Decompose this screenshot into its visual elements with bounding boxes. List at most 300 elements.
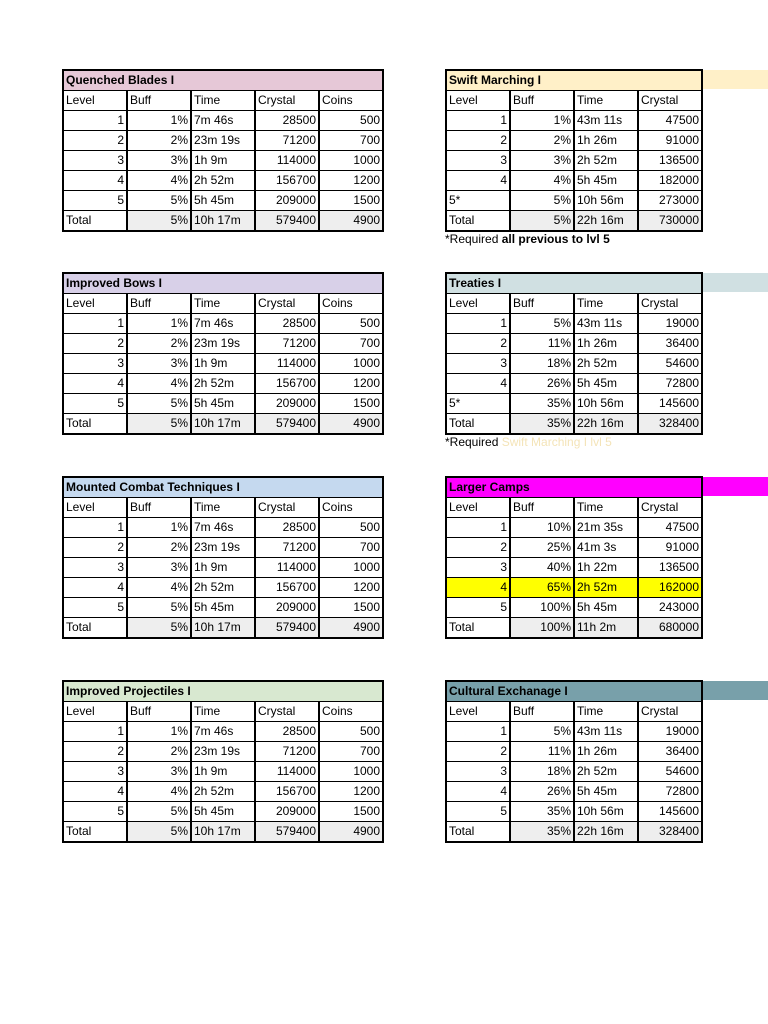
column-header: Coins <box>319 498 383 518</box>
table-cell: 4% <box>127 782 191 802</box>
table-cell: 2h 52m <box>574 151 638 171</box>
table-row <box>446 151 702 171</box>
table-cell: 2% <box>127 742 191 762</box>
table-title: Treaties I <box>446 273 702 294</box>
total-row <box>446 211 702 232</box>
total-row <box>63 822 383 843</box>
table-cell: 700 <box>319 742 383 762</box>
table-cell: 156700 <box>255 171 319 191</box>
table-cell: 136500 <box>638 151 702 171</box>
column-header: Crystal <box>638 702 702 722</box>
table-cell: 41m 3s <box>574 538 638 558</box>
table-cell: 1200 <box>319 578 383 598</box>
table-cell: 2 <box>63 131 127 151</box>
table-row <box>63 598 383 618</box>
table-cell: 10% <box>510 518 574 538</box>
table-row <box>63 111 383 131</box>
table-cell: 2 <box>63 742 127 762</box>
table-row <box>63 558 383 578</box>
total-cell: 35% <box>510 414 574 435</box>
table-cell: 28500 <box>255 518 319 538</box>
table-cell: 2h 52m <box>191 374 255 394</box>
larger-camps-table <box>445 476 703 639</box>
column-header: Time <box>191 294 255 314</box>
total-cell: 328400 <box>638 414 702 435</box>
table-cell: 91000 <box>638 131 702 151</box>
table-cell: 26% <box>510 782 574 802</box>
table-cell: 156700 <box>255 374 319 394</box>
table-cell: 1 <box>446 111 510 131</box>
table-cell: 4% <box>510 171 574 191</box>
table-cell: 36400 <box>638 334 702 354</box>
table-cell: 7m 46s <box>191 518 255 538</box>
table-row <box>446 762 702 782</box>
table-cell: 5 <box>446 598 510 618</box>
table-cell: 1200 <box>319 782 383 802</box>
mounted-combat-techniques-i-table <box>62 476 384 639</box>
column-header: Time <box>191 702 255 722</box>
total-row <box>63 211 383 232</box>
table-title: Cultural Exchanage I <box>446 681 702 702</box>
note-requirement-faint: Swift Marching I lvl 5 <box>501 435 612 449</box>
table-cell: 5% <box>127 394 191 414</box>
table-cell: 11% <box>510 742 574 762</box>
table-cell: 500 <box>319 111 383 131</box>
table-cell: 5h 45m <box>191 598 255 618</box>
header-row <box>446 294 702 314</box>
column-header: Crystal <box>255 498 319 518</box>
column-header: Level <box>446 91 510 111</box>
table-cell: 4% <box>127 374 191 394</box>
column-header: Level <box>446 702 510 722</box>
total-cell: 680000 <box>638 618 702 639</box>
table-cell: 243000 <box>638 598 702 618</box>
title-band-extension <box>703 477 768 496</box>
table-cell: 209000 <box>255 802 319 822</box>
table-cell: 18% <box>510 354 574 374</box>
swift-marching-i-table <box>445 69 703 232</box>
table-cell: 23m 19s <box>191 538 255 558</box>
table-cell: 1h 26m <box>574 334 638 354</box>
table-cell: 209000 <box>255 394 319 414</box>
table-cell: 4 <box>63 578 127 598</box>
table-row <box>63 151 383 171</box>
total-cell: 579400 <box>255 211 319 232</box>
table-cell: 1% <box>510 111 574 131</box>
total-row <box>63 618 383 639</box>
table-cell: 43m 11s <box>574 314 638 334</box>
table-cell: 11% <box>510 334 574 354</box>
table-cell: 5h 45m <box>574 374 638 394</box>
table-row <box>446 518 702 538</box>
total-cell: 22h 16m <box>574 414 638 435</box>
table-cell: 72800 <box>638 782 702 802</box>
column-header: Level <box>446 294 510 314</box>
column-header: Buff <box>127 498 191 518</box>
table-row <box>63 782 383 802</box>
table-row <box>446 598 702 618</box>
table-row <box>63 354 383 374</box>
column-header: Level <box>63 498 127 518</box>
table-cell: 2h 52m <box>191 578 255 598</box>
total-label: Total <box>63 211 127 232</box>
table-cell: 72800 <box>638 374 702 394</box>
table-cell: 114000 <box>255 558 319 578</box>
table-cell: 145600 <box>638 394 702 414</box>
table-cell: 4 <box>63 171 127 191</box>
table-title: Improved Bows I <box>63 273 383 294</box>
total-cell: 4900 <box>319 211 383 232</box>
table-cell: 1h 22m <box>574 558 638 578</box>
header-row <box>63 91 383 111</box>
total-cell: 22h 16m <box>574 211 638 232</box>
table-cell: 2% <box>127 334 191 354</box>
table-row <box>63 334 383 354</box>
table-cell: 1 <box>446 722 510 742</box>
table-cell: 5h 45m <box>574 782 638 802</box>
column-header: Level <box>446 498 510 518</box>
total-cell: 5% <box>127 618 191 639</box>
table-cell: 3% <box>127 762 191 782</box>
table-cell: 43m 11s <box>574 722 638 742</box>
table-cell: 5* <box>446 191 510 211</box>
total-cell: 579400 <box>255 618 319 639</box>
table-cell: 5% <box>510 314 574 334</box>
table-cell: 71200 <box>255 742 319 762</box>
total-cell: 5% <box>127 414 191 435</box>
table-cell: 23m 19s <box>191 334 255 354</box>
total-row <box>446 822 702 843</box>
table-cell: 1200 <box>319 374 383 394</box>
table-cell: 4% <box>127 578 191 598</box>
table-cell: 5% <box>510 191 574 211</box>
table-cell: 2 <box>446 334 510 354</box>
total-cell: 22h 16m <box>574 822 638 843</box>
table-cell: 4 <box>63 374 127 394</box>
total-cell: 730000 <box>638 211 702 232</box>
total-cell: 11h 2m <box>574 618 638 639</box>
header-row <box>446 498 702 518</box>
header-row <box>63 702 383 722</box>
total-cell: 10h 17m <box>191 211 255 232</box>
table-cell: 1h 9m <box>191 354 255 374</box>
table-cell: 1200 <box>319 171 383 191</box>
table-cell: 4 <box>446 782 510 802</box>
total-label: Total <box>63 618 127 639</box>
table-cell: 18% <box>510 762 574 782</box>
table-cell: 5% <box>127 802 191 822</box>
column-header: Time <box>574 498 638 518</box>
total-label: Total <box>446 618 510 639</box>
table-cell: 2 <box>446 538 510 558</box>
table-cell: 1h 26m <box>574 742 638 762</box>
table-cell: 28500 <box>255 314 319 334</box>
table-cell: 114000 <box>255 354 319 374</box>
table-cell: 36400 <box>638 742 702 762</box>
table-row <box>446 314 702 334</box>
total-cell: 4900 <box>319 414 383 435</box>
table-cell: 182000 <box>638 171 702 191</box>
table-row <box>63 538 383 558</box>
table-title: Swift Marching I <box>446 70 702 91</box>
total-row <box>63 414 383 435</box>
table-cell: 10h 56m <box>574 802 638 822</box>
table-row <box>446 374 702 394</box>
column-header: Buff <box>510 91 574 111</box>
table-cell: 136500 <box>638 558 702 578</box>
column-header: Crystal <box>255 91 319 111</box>
table-cell: 3% <box>510 151 574 171</box>
table-cell: 700 <box>319 538 383 558</box>
table-cell: 1h 9m <box>191 762 255 782</box>
table-row <box>446 171 702 191</box>
table-cell: 23m 19s <box>191 131 255 151</box>
table-cell: 1500 <box>319 802 383 822</box>
table-row <box>446 722 702 742</box>
table-cell: 2 <box>63 334 127 354</box>
table-cell: 5h 45m <box>191 394 255 414</box>
table-cell: 28500 <box>255 722 319 742</box>
table-cell: 2 <box>63 538 127 558</box>
table-row <box>63 374 383 394</box>
table-cell: 3% <box>127 354 191 374</box>
table-cell: 3 <box>446 558 510 578</box>
total-cell: 100% <box>510 618 574 639</box>
column-header: Coins <box>319 91 383 111</box>
table-cell: 54600 <box>638 354 702 374</box>
table-cell: 1 <box>63 314 127 334</box>
table-cell: 162000 <box>638 578 702 598</box>
total-label: Total <box>63 822 127 843</box>
table-cell: 1000 <box>319 558 383 578</box>
table-cell: 71200 <box>255 131 319 151</box>
table-cell: 1h 26m <box>574 131 638 151</box>
table-cell: 209000 <box>255 598 319 618</box>
table-cell: 5 <box>63 598 127 618</box>
table-row <box>446 111 702 131</box>
total-cell: 10h 17m <box>191 822 255 843</box>
total-row <box>446 618 702 639</box>
column-header: Crystal <box>638 498 702 518</box>
total-cell: 4900 <box>319 822 383 843</box>
note-prefix: *Required <box>445 435 502 449</box>
column-header: Buff <box>510 498 574 518</box>
table-cell: 5 <box>63 802 127 822</box>
table-cell: 700 <box>319 131 383 151</box>
table-cell: 71200 <box>255 538 319 558</box>
table-cell: 3% <box>127 558 191 578</box>
table-cell: 1 <box>63 111 127 131</box>
table-cell: 10h 56m <box>574 191 638 211</box>
improved-bows-i-table <box>62 272 384 435</box>
table-row <box>446 191 702 211</box>
table-cell: 23m 19s <box>191 742 255 762</box>
table-row <box>446 334 702 354</box>
table-cell: 7m 46s <box>191 314 255 334</box>
table-cell: 500 <box>319 722 383 742</box>
table-cell: 19000 <box>638 314 702 334</box>
table-cell: 500 <box>319 314 383 334</box>
column-header: Level <box>63 702 127 722</box>
table-cell: 3 <box>446 151 510 171</box>
requirement-note <box>445 232 610 246</box>
table-cell: 114000 <box>255 762 319 782</box>
column-header: Crystal <box>255 294 319 314</box>
table-row <box>446 742 702 762</box>
table-cell: 2% <box>127 538 191 558</box>
table-cell: 4% <box>127 171 191 191</box>
table-cell: 209000 <box>255 191 319 211</box>
column-header: Time <box>574 91 638 111</box>
table-cell: 1500 <box>319 598 383 618</box>
table-cell: 1000 <box>319 151 383 171</box>
table-row <box>63 131 383 151</box>
table-title: Improved Projectiles I <box>63 681 383 702</box>
table-row <box>446 394 702 414</box>
total-cell: 5% <box>127 211 191 232</box>
table-cell: 2 <box>446 131 510 151</box>
table-cell: 1500 <box>319 394 383 414</box>
table-cell: 47500 <box>638 518 702 538</box>
table-cell: 5% <box>510 722 574 742</box>
total-cell: 5% <box>510 211 574 232</box>
column-header: Coins <box>319 702 383 722</box>
total-label: Total <box>446 414 510 435</box>
table-cell: 700 <box>319 334 383 354</box>
table-row <box>63 578 383 598</box>
table-row <box>63 802 383 822</box>
table-cell: 21m 35s <box>574 518 638 538</box>
table-row <box>63 314 383 334</box>
note-prefix: *Required <box>445 232 502 246</box>
table-cell: 5 <box>63 394 127 414</box>
table-cell: 2% <box>127 131 191 151</box>
table-row <box>446 538 702 558</box>
table-cell: 5h 45m <box>191 802 255 822</box>
header-row <box>446 702 702 722</box>
table-cell: 1 <box>446 518 510 538</box>
total-cell: 35% <box>510 822 574 843</box>
table-cell: 4 <box>63 782 127 802</box>
table-cell: 28500 <box>255 111 319 131</box>
table-title: Larger Camps <box>446 477 702 498</box>
table-row <box>446 802 702 822</box>
table-cell: 4 <box>446 578 510 598</box>
table-cell: 145600 <box>638 802 702 822</box>
table-cell: 1% <box>127 111 191 131</box>
table-cell: 1000 <box>319 354 383 374</box>
column-header: Time <box>574 702 638 722</box>
column-header: Level <box>63 294 127 314</box>
title-band-extension <box>703 273 768 292</box>
table-cell: 7m 46s <box>191 722 255 742</box>
table-cell: 114000 <box>255 151 319 171</box>
total-cell: 4900 <box>319 618 383 639</box>
total-cell: 328400 <box>638 822 702 843</box>
table-cell: 2h 52m <box>191 782 255 802</box>
table-cell: 4 <box>446 374 510 394</box>
column-header: Crystal <box>638 294 702 314</box>
table-cell: 2 <box>446 742 510 762</box>
table-cell: 1 <box>63 722 127 742</box>
table-row <box>63 171 383 191</box>
table-cell: 1500 <box>319 191 383 211</box>
column-header: Time <box>191 498 255 518</box>
column-header: Buff <box>510 294 574 314</box>
total-label: Total <box>446 211 510 232</box>
table-cell: 65% <box>510 578 574 598</box>
header-row <box>446 91 702 111</box>
table-cell: 3 <box>63 558 127 578</box>
table-cell: 7m 46s <box>191 111 255 131</box>
column-header: Level <box>63 91 127 111</box>
table-cell: 40% <box>510 558 574 578</box>
table-cell: 3 <box>63 762 127 782</box>
table-cell: 47500 <box>638 111 702 131</box>
total-row <box>446 414 702 435</box>
table-cell: 1% <box>127 314 191 334</box>
table-cell: 273000 <box>638 191 702 211</box>
table-cell: 3% <box>127 151 191 171</box>
table-title: Quenched Blades I <box>63 70 383 91</box>
table-cell: 91000 <box>638 538 702 558</box>
table-cell: 1h 9m <box>191 151 255 171</box>
table-cell: 1 <box>446 314 510 334</box>
table-cell: 5h 45m <box>574 171 638 191</box>
header-row <box>63 498 383 518</box>
title-band-extension <box>703 681 768 700</box>
table-cell: 26% <box>510 374 574 394</box>
table-row <box>446 782 702 802</box>
column-header: Buff <box>127 91 191 111</box>
column-header: Coins <box>319 294 383 314</box>
table-cell: 71200 <box>255 334 319 354</box>
table-cell: 500 <box>319 518 383 538</box>
total-cell: 10h 17m <box>191 414 255 435</box>
table-row <box>446 558 702 578</box>
column-header: Time <box>191 91 255 111</box>
table-cell: 5% <box>127 191 191 211</box>
column-header: Crystal <box>638 91 702 111</box>
note-requirement: all previous to lvl 5 <box>501 232 610 246</box>
table-cell: 1000 <box>319 762 383 782</box>
table-row <box>446 131 702 151</box>
table-cell: 2h 52m <box>574 578 638 598</box>
table-cell: 5h 45m <box>574 598 638 618</box>
table-cell: 2h 52m <box>574 354 638 374</box>
column-header: Buff <box>510 702 574 722</box>
column-header: Buff <box>127 702 191 722</box>
table-cell: 1% <box>127 518 191 538</box>
header-row <box>63 294 383 314</box>
table-cell: 1h 9m <box>191 558 255 578</box>
requirement-note <box>445 435 612 449</box>
table-cell: 3 <box>446 354 510 374</box>
table-row <box>63 722 383 742</box>
table-cell: 10h 56m <box>574 394 638 414</box>
table-cell: 5% <box>127 598 191 618</box>
table-row <box>446 578 702 598</box>
table-cell: 5h 45m <box>191 191 255 211</box>
table-cell: 5* <box>446 394 510 414</box>
table-cell: 3 <box>446 762 510 782</box>
total-label: Total <box>446 822 510 843</box>
column-header: Crystal <box>255 702 319 722</box>
table-cell: 5 <box>63 191 127 211</box>
table-row <box>63 518 383 538</box>
total-cell: 579400 <box>255 414 319 435</box>
treaties-i-table <box>445 272 703 435</box>
